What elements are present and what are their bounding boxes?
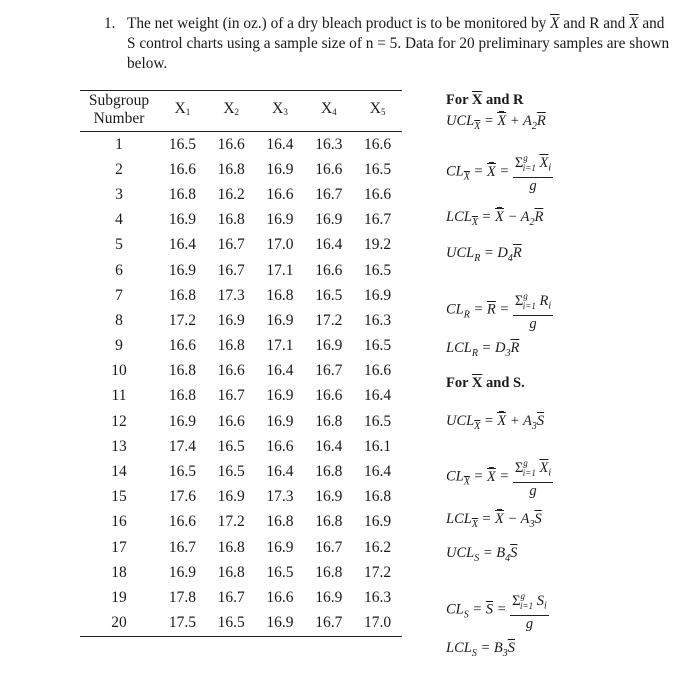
subgroup-number-cell: 8	[115, 311, 123, 329]
value-cell-x1: 17.5	[158, 611, 207, 637]
value-cell-x1: 16.8	[168, 387, 196, 405]
heading-xbar-s: For $\overline{X}$ and S.	[446, 375, 525, 391]
value-cell-x3: 17.3	[266, 488, 294, 506]
problem-number: 1.	[104, 15, 116, 32]
value-cell-x5: 16.5	[364, 261, 392, 279]
value-cell-x4: 16.8	[315, 463, 343, 481]
value-cell-x2: 16.8	[217, 160, 245, 178]
subgroup-number-cell: 13	[111, 437, 127, 455]
formula-lcl-xbar-r: $LCL_{\overline{X}} = X - A_2\overline{R}$	[446, 209, 544, 228]
value-cell-x3: 16.4	[266, 463, 294, 481]
value-cell-x4: 16.9	[315, 488, 343, 506]
data-table	[80, 90, 402, 637]
subgroup-number-cell: 1	[115, 135, 123, 153]
value-cell-x2: 16.7	[217, 588, 245, 606]
value-cell-x3: 16.6	[266, 437, 294, 455]
heading-xbar-r: For $\overline{X}$ and R	[446, 92, 524, 108]
header-x3: $X_3$	[256, 91, 305, 132]
table-row	[80, 510, 402, 535]
value-cell-x2: 16.8	[217, 337, 245, 355]
value-cell-x3: 16.9	[266, 311, 294, 329]
value-cell-x3: 16.9	[266, 412, 294, 430]
value-cell-x3: 16.6	[266, 588, 294, 606]
table-row	[80, 157, 402, 182]
value-cell-x4: 16.9	[315, 211, 343, 229]
table-header-row	[80, 91, 402, 132]
value-cell-x5: 16.6	[364, 135, 392, 153]
value-cell-x1: 16.8	[168, 185, 196, 203]
table-row	[80, 585, 402, 610]
value-cell-x5: 16.6	[364, 362, 392, 380]
value-cell-x1: 17.6	[168, 488, 196, 506]
value-cell-x3: 16.9	[266, 387, 294, 405]
value-cell-x4: 16.6	[315, 261, 343, 279]
value-cell-x4: 16.4	[315, 236, 343, 254]
value-cell-x2: 16.8	[217, 538, 245, 556]
value-cell-x3: 16.8	[266, 286, 294, 304]
subgroup-number-cell: 7	[115, 286, 123, 304]
subgroup-number-cell: 6	[115, 261, 123, 279]
value-cell-x1: 16.7	[168, 538, 196, 556]
subgroup-number-cell: 17	[111, 538, 127, 556]
value-cell-x1: 16.8	[168, 286, 196, 304]
header-x1: $X_1$	[158, 91, 207, 132]
value-cell-x3: 17.1	[266, 261, 294, 279]
subgroup-number-cell: 2	[115, 160, 123, 178]
formula-cl-xbar-s: $CL_{\overline{X}} = X$ = $\frac{\Sigma^g_{i=1} \overline{X}_i}{g}$	[446, 455, 553, 500]
data-table-container	[80, 90, 402, 637]
value-cell-x4: 17.2	[315, 311, 343, 329]
value-cell-x5: 16.9	[364, 513, 392, 531]
value-cell-x1: 16.9	[168, 412, 196, 430]
header-subgroup: Subgroup Number	[80, 91, 158, 132]
value-cell-x2: 16.8	[217, 211, 245, 229]
value-cell-x1: 17.8	[168, 588, 196, 606]
value-cell-x2: 16.6	[217, 412, 245, 430]
value-cell-x4: 16.8	[315, 563, 343, 581]
value-cell-x5: 16.4	[364, 463, 392, 481]
value-cell-x1: 16.6	[168, 513, 196, 531]
value-cell-x4: 16.4	[315, 437, 343, 455]
value-cell-x2: 16.5	[207, 611, 256, 637]
value-cell-x2: 17.3	[217, 286, 245, 304]
table-row	[80, 359, 402, 384]
value-cell-x3: 16.6	[266, 185, 294, 203]
value-cell-x2: 16.8	[217, 563, 245, 581]
subgroup-number-cell: 15	[111, 488, 127, 506]
value-cell-x5: 16.3	[364, 311, 392, 329]
header-x5: $X_5$	[353, 91, 402, 132]
subgroup-number-cell: 18	[111, 563, 127, 581]
value-cell-x3: 16.9	[266, 538, 294, 556]
value-cell-x2: 16.5	[217, 463, 245, 481]
value-cell-x2: 16.9	[217, 311, 245, 329]
table-row	[80, 182, 402, 207]
table-row	[80, 535, 402, 560]
value-cell-x4: 16.5	[315, 286, 343, 304]
value-cell-x5: 16.8	[364, 488, 392, 506]
formula-ucl-xbar-s: $UCL_{\overline{X}} = X + A_3\overline{S}$	[446, 413, 545, 432]
header-x2: $X_2$	[207, 91, 256, 132]
value-cell-x4: 16.7	[315, 538, 343, 556]
value-cell-x4: 16.9	[315, 588, 343, 606]
value-cell-x5: 16.7	[364, 211, 392, 229]
value-cell-x5: 16.5	[364, 160, 392, 178]
value-cell-x3: 16.8	[266, 513, 294, 531]
table-row	[80, 384, 402, 409]
formula-cl-xbar-r: $CL_{\overline{X}} = X$ = $\frac{\Sigma^g_{i=1} \overline{X}_i}{g}$	[446, 150, 553, 195]
value-cell-x3: 16.4	[266, 362, 294, 380]
value-cell-x1: 16.5	[168, 135, 196, 153]
subgroup-number-cell: 9	[115, 337, 123, 355]
value-cell-x1: 16.6	[168, 337, 196, 355]
value-cell-x3: 16.9	[266, 211, 294, 229]
table-row	[80, 459, 402, 484]
table-row	[80, 308, 402, 333]
value-cell-x5: 16.5	[364, 337, 392, 355]
table-row	[80, 434, 402, 459]
formula-ucl-s: $UCL_S = B_4\overline{S}$	[446, 545, 518, 564]
value-cell-x5: 17.0	[353, 611, 402, 637]
subgroup-number-cell: 16	[111, 513, 127, 531]
value-cell-x3: 16.4	[266, 135, 294, 153]
value-cell-x1: 16.6	[168, 160, 196, 178]
value-cell-x3: 16.9	[266, 160, 294, 178]
value-cell-x1: 16.9	[168, 211, 196, 229]
table-row	[80, 283, 402, 308]
table-row	[80, 485, 402, 510]
subgroup-number-cell: 5	[115, 236, 123, 254]
value-cell-x1: 17.2	[168, 311, 196, 329]
value-cell-x4: 16.7	[315, 185, 343, 203]
value-cell-x4: 16.6	[315, 160, 343, 178]
value-cell-x5: 16.6	[364, 185, 392, 203]
value-cell-x1: 16.5	[168, 463, 196, 481]
table-row	[80, 233, 402, 258]
header-x4: $X_4$	[304, 91, 353, 132]
subgroup-number-cell: 20	[80, 611, 158, 637]
value-cell-x4: 16.6	[315, 387, 343, 405]
value-cell-x1: 16.9	[168, 563, 196, 581]
formula-lcl-s: $LCL_S = B_3\overline{S}$	[446, 640, 515, 659]
formula-lcl-xbar-s: $LCL_{\overline{X}} = X - A_3\overline{S}$	[446, 511, 542, 530]
formula-lcl-r: $LCL_R = D_3\overline{R}$	[446, 340, 520, 359]
formula-cl-r: $CL_R = \overline{R}$ = $\frac{\Sigma^g_{i=1} R_i}{g}$	[446, 288, 553, 333]
value-cell-x3: 17.0	[266, 236, 294, 254]
subgroup-number-cell: 11	[111, 387, 127, 405]
formula-ucl-xbar-r: $UCL_{\overline{X}} = X + A_2\overline{R}$	[446, 113, 546, 132]
value-cell-x3: 16.9	[256, 611, 305, 637]
value-cell-x4: 16.8	[315, 412, 343, 430]
value-cell-x5: 19.2	[364, 236, 392, 254]
formula-cl-s: $CL_S = \overline{S}$ = $\frac{\Sigma^g_{i=1} S_i}{g}$	[446, 588, 549, 633]
value-cell-x4: 16.8	[315, 513, 343, 531]
value-cell-x2: 16.7	[217, 236, 245, 254]
subgroup-number-cell: 19	[111, 588, 127, 606]
value-cell-x5: 16.9	[364, 286, 392, 304]
table-row	[80, 258, 402, 283]
value-cell-x3: 17.1	[266, 337, 294, 355]
value-cell-x3: 16.5	[266, 563, 294, 581]
table-row	[80, 560, 402, 585]
value-cell-x4: 16.7	[304, 611, 353, 637]
value-cell-x5: 16.3	[364, 588, 392, 606]
value-cell-x2: 17.2	[217, 513, 245, 531]
table-row	[80, 409, 402, 434]
value-cell-x2: 16.7	[217, 261, 245, 279]
value-cell-x1: 16.4	[168, 236, 196, 254]
value-cell-x4: 16.9	[315, 337, 343, 355]
value-cell-x1: 16.9	[168, 261, 196, 279]
value-cell-x2: 16.6	[217, 135, 245, 153]
formula-ucl-r: $UCL_R = D_4\overline{R}$	[446, 245, 522, 264]
value-cell-x1: 17.4	[168, 437, 196, 455]
subgroup-number-cell: 14	[111, 463, 127, 481]
value-cell-x2: 16.2	[217, 185, 245, 203]
value-cell-x5: 16.1	[364, 437, 392, 455]
subgroup-number-cell: 3	[115, 185, 123, 203]
table-row	[80, 132, 402, 158]
value-cell-x4: 16.7	[315, 362, 343, 380]
value-cell-x1: 16.8	[168, 362, 196, 380]
value-cell-x2: 16.6	[217, 362, 245, 380]
problem-text: The net weight (in oz.) of a dry bleach product is to be monitored by $\overline{X}$ and R and $\overline{X}$ and S control charts using a sample size of n = 5. Data for 20 preliminary samples are shown below.	[127, 15, 670, 72]
table-row	[80, 611, 402, 637]
value-cell-x5: 16.2	[364, 538, 392, 556]
value-cell-x4: 16.3	[315, 135, 343, 153]
value-cell-x5: 17.2	[364, 563, 392, 581]
value-cell-x2: 16.9	[217, 488, 245, 506]
value-cell-x2: 16.7	[217, 387, 245, 405]
table-row	[80, 334, 402, 359]
subgroup-number-cell: 12	[111, 412, 127, 430]
subgroup-number-cell: 10	[111, 362, 127, 380]
value-cell-x5: 16.4	[364, 387, 392, 405]
table-row	[80, 208, 402, 233]
value-cell-x2: 16.5	[217, 437, 245, 455]
value-cell-x5: 16.5	[364, 412, 392, 430]
subgroup-number-cell: 4	[115, 211, 123, 229]
